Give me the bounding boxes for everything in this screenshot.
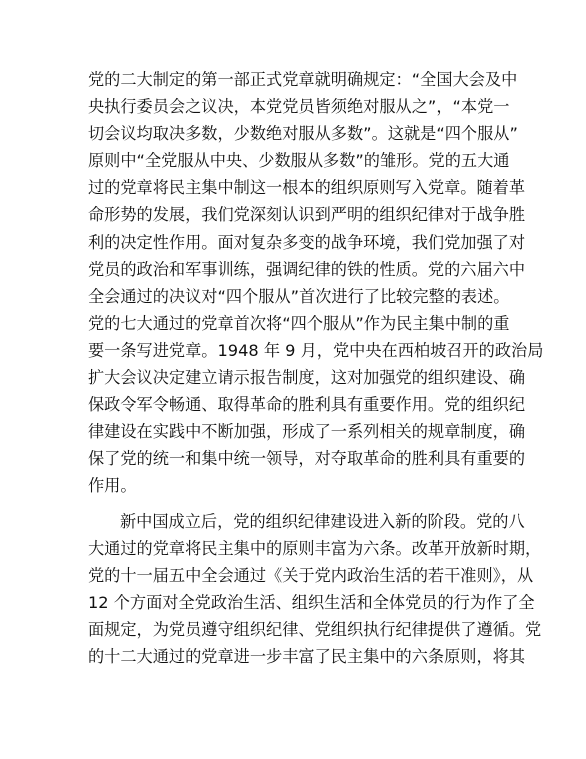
- text-line: 的十二大通过的党章进一步丰富了民主集中的六条原则，将其: [88, 646, 526, 666]
- text-line: 党的二大制定的第一部正式党章就明确规定：“全国大会及中: [88, 70, 518, 89]
- text-line: 全会通过的决议对“四个服从”首次进行了比较完整的表述。: [88, 286, 510, 306]
- text-line: 央执行委员会之议决，本党党员皆须绝对服从之”，“本党一: [88, 97, 510, 117]
- text-line: 扩大会议决定建立请示报告制度，这对加强党的组织建设、确: [88, 368, 526, 388]
- paragraph-2: [88, 508, 542, 671]
- text-line: 切会议均取决多数，少数绝对服从多数”。这就是“四个服从”: [88, 124, 518, 144]
- text-line: 保政令军令畅通、取得革命的胜利具有重要作用。党的组织纪: [88, 395, 526, 415]
- text-line: 作用。: [88, 476, 137, 496]
- text-line: 新中国成立后，党的组织纪律建设进入新的阶段。党的八: [120, 511, 525, 531]
- body-text: [88, 66, 544, 670]
- paragraph-gap: [88, 500, 508, 508]
- text-line: 大通过的党章将民主集中的原则丰富为六条。改革开放新时期，: [88, 538, 542, 558]
- text-line: 命形势的发展，我们党深刻认识到严明的组织纪律对于战争胜: [88, 205, 526, 225]
- paragraph-1: [88, 66, 544, 500]
- text-line: 党的七大通过的党章首次将“四个服从”作为民主集中制的重: [88, 313, 510, 333]
- text-line: 党的十一届五中全会通过《关于党内政治生活的若干准则》，从: [88, 565, 534, 585]
- text-line: 保了党的统一和集中统一领导，对夺取革命的胜利具有重要的: [88, 449, 526, 469]
- text-line: 面规定，为党员遵守组织纪律、党组织执行纪律提供了遵循。党: [88, 619, 542, 639]
- text-line: 12 个方面对全党政治生活、组织生活和全体党员的行为作了全: [88, 592, 535, 612]
- text-line: 利的决定性作用。面对复杂多变的战争环境，我们党加强了对: [88, 232, 526, 252]
- text-line: 过的党章将民主集中制这一根本的组织原则写入党章。随着革: [88, 178, 526, 198]
- text-line: 要一条写进党章。1948 年 9 月，党中央在西柏坡召开的政治局: [88, 340, 544, 360]
- text-line: 律建设在实践中不断加强，形成了一系列相关的规章制度，确: [88, 422, 526, 442]
- text-line: 党员的政治和军事训练，强调纪律的铁的性质。党的六届六中: [88, 259, 526, 279]
- text-line: 原则中“全党服从中央、少数服从多数”的雏形。党的五大通: [88, 151, 510, 171]
